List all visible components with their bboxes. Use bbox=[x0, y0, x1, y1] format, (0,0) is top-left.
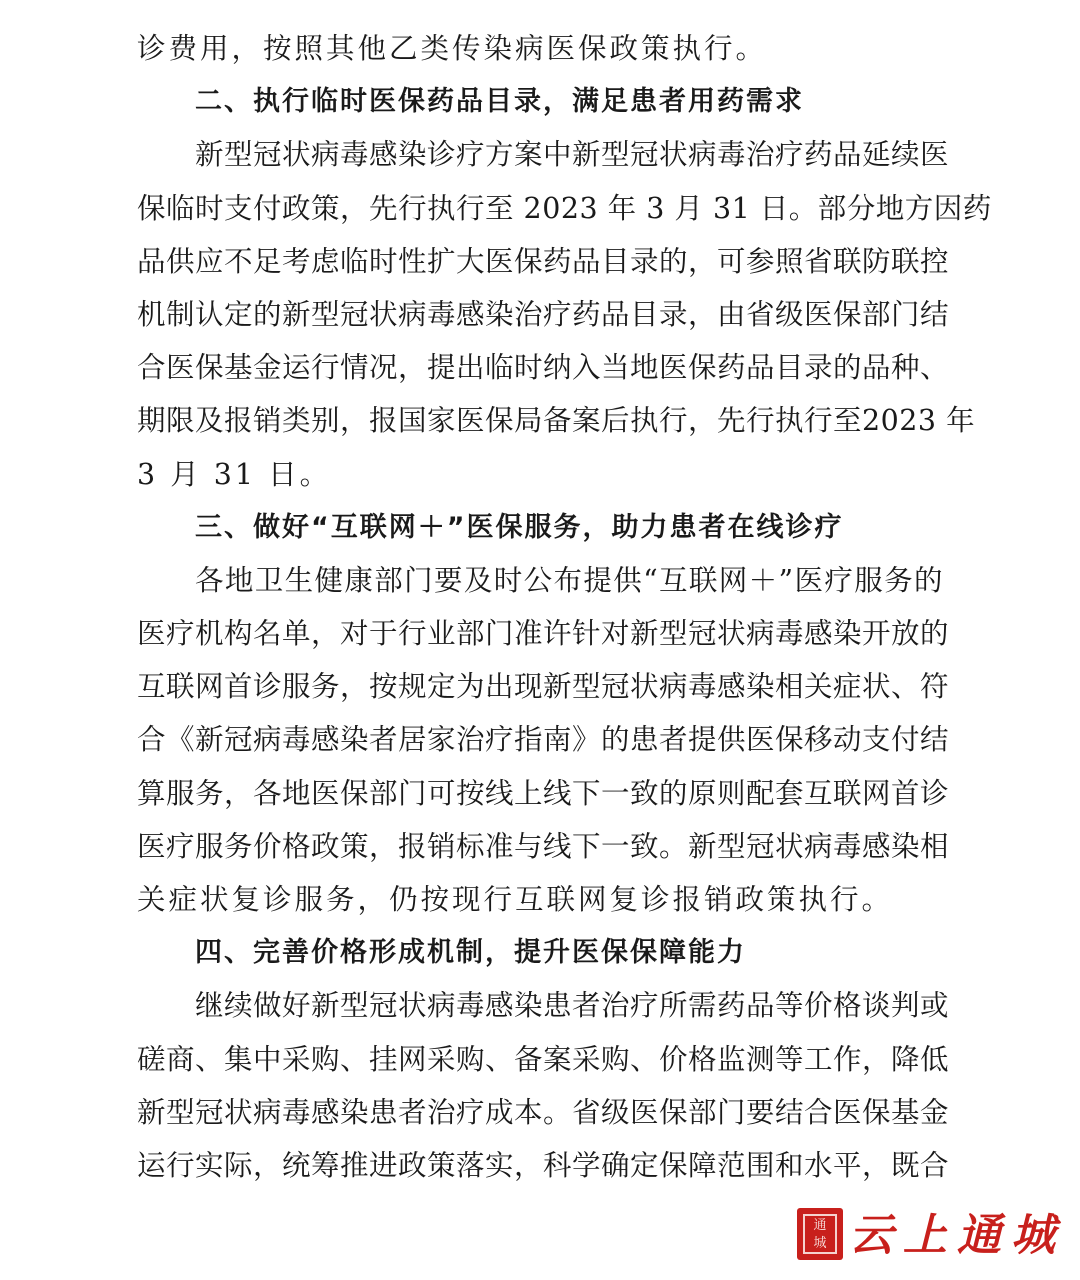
section-heading: 二、执行临时医保药品目录，满足患者用药需求 bbox=[195, 86, 804, 118]
section-heading: 四、完善价格形成机制，提升医保保障能力 bbox=[195, 937, 746, 969]
body-line: 运行实际，统筹推进政策落实，科学确定保障范围和水平，既合 bbox=[137, 1148, 950, 1182]
seal-text: 通 城 bbox=[803, 1214, 837, 1254]
body-line: 算服务，各地医保部门可按线上线下一致的原则配套互联网首诊 bbox=[137, 776, 950, 810]
body-line: 磋商、集中采购、挂网采购、备案采购、价格监测等工作，降低 bbox=[137, 1042, 950, 1076]
body-line: 保临时支付政策，先行执行至 2023 年 3 月 31 日。部分地方因药 bbox=[137, 191, 992, 225]
paragraph-first-line: 继续做好新型冠状病毒感染患者治疗所需药品等价格谈判或 bbox=[195, 989, 950, 1023]
paragraph-first-line: 各地卫生健康部门要及时公布提供“互联网＋”医疗服务的 bbox=[195, 563, 943, 597]
seal-logo bbox=[797, 1208, 843, 1260]
body-line: 互联网首诊服务，按规定为出现新型冠状病毒感染相关症状、符 bbox=[137, 670, 950, 704]
document-body bbox=[137, 22, 992, 1192]
body-line: 合医保基金运行情况，提出临时纳入当地医保药品目录的品种、 bbox=[137, 351, 950, 385]
body-line: 新型冠状病毒感染患者治疗成本。省级医保部门要结合医保基金 bbox=[137, 1095, 950, 1129]
body-line: 期限及报销类别，报国家医保局备案后执行，先行执行至2023 年 bbox=[137, 404, 976, 438]
paragraph-last-line: 诊费用，按照其他乙类传染病医保政策执行。 bbox=[137, 32, 768, 65]
section-heading: 三、做好“互联网＋”医保服务，助力患者在线诊疗 bbox=[195, 511, 844, 543]
body-line: 医疗服务价格政策，报销标准与线下一致。新型冠状病毒感染相 bbox=[137, 829, 950, 863]
brand-name: 云上通城 bbox=[849, 1210, 1065, 1261]
paragraph-first-line: 新型冠状病毒感染诊疗方案中新型冠状病毒治疗药品延续医 bbox=[195, 138, 950, 172]
body-line: 机制认定的新型冠状病毒感染治疗药品目录，由省级医保部门结 bbox=[137, 297, 950, 331]
body-line: 品供应不足考虑临时性扩大医保药品目录的，可参照省联防联控 bbox=[137, 244, 950, 278]
watermark bbox=[797, 1208, 1067, 1268]
paragraph-last-line: 3 月 31 日。 bbox=[137, 457, 332, 491]
body-line: 医疗机构名单，对于行业部门准许针对新型冠状病毒感染开放的 bbox=[137, 617, 950, 651]
paragraph-last-line: 关症状复诊服务，仍按现行互联网复诊报销政策执行。 bbox=[137, 883, 894, 916]
body-line: 合《新冠病毒感染者居家治疗指南》的患者提供医保移动支付结 bbox=[137, 723, 950, 757]
